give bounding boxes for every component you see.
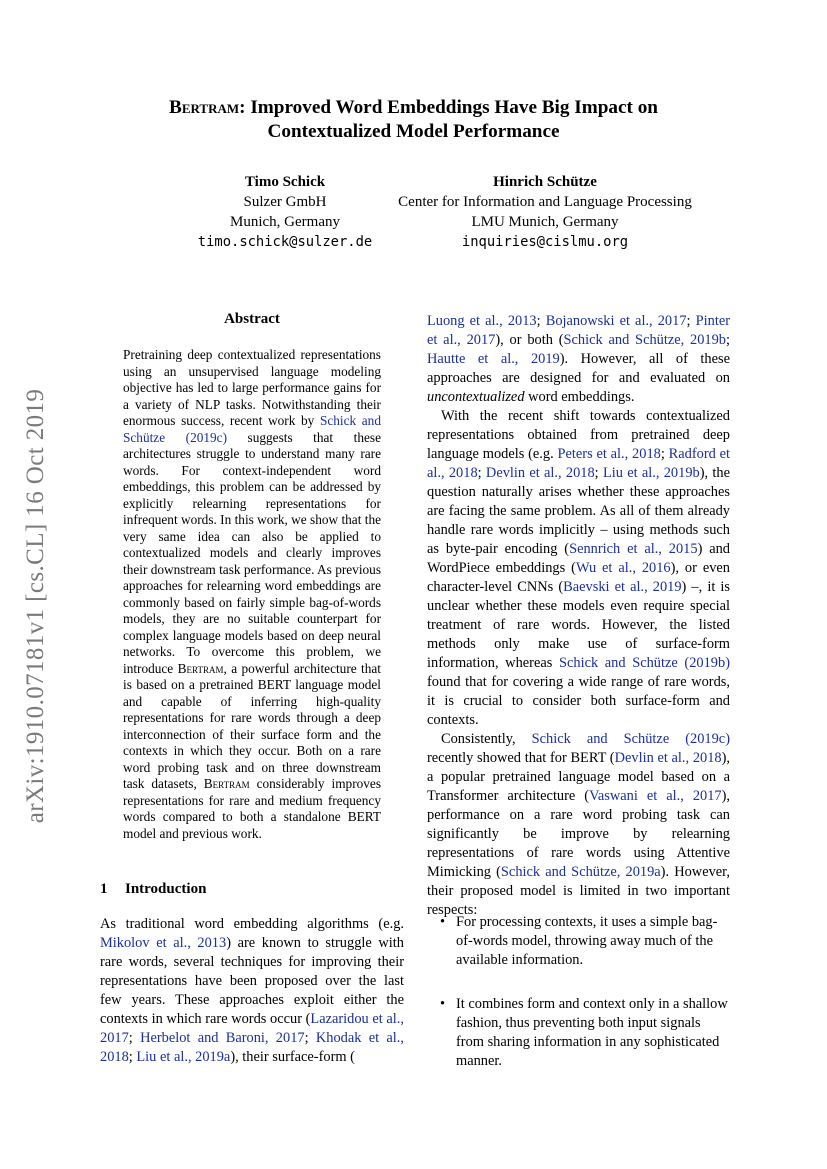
citation-link[interactable]: Peters et al., 2018 — [557, 446, 661, 462]
citation-link[interactable]: Bojanowski et al., 2017 — [545, 313, 687, 329]
title-model-name: Bertram — [169, 97, 240, 118]
citation-link[interactable]: Radford et al., 2018 — [427, 446, 731, 481]
citation-link[interactable]: Luong et al., 2013 — [427, 313, 537, 329]
citation-link[interactable]: Hautte et al., 2019 — [427, 351, 560, 367]
list-item: • It combines form and context only in a shallow fashion, thus preventing both input signals from sharing information in any sophisticated manner. — [440, 996, 728, 1069]
model-name: Bertram — [203, 776, 250, 791]
list-item: • For processing contexts, it uses a simple bag-of-words model, throwing away much of the available information. — [440, 914, 718, 968]
citation-link[interactable]: Khodak et al., 2018 — [100, 1030, 404, 1065]
citation-link[interactable]: Schick and Schütze (2019c) — [531, 731, 730, 747]
paper-title — [100, 96, 727, 144]
citation-link[interactable]: Liu et al., 2019b — [602, 465, 700, 481]
citation-link[interactable]: Schick and Schütze, 2019b — [563, 332, 726, 348]
citation-link[interactable]: Liu et al., 2019a — [136, 1049, 231, 1065]
author-name: Timo Schick — [244, 174, 326, 190]
intro-paragraph-1-part-2: Luong et al., 2013; Bojanowski et al., 2017; Pinter et al., 2017), or both (Schick and Schütze, 2019b; Hautte et al., 2019). However, all of these approaches are designed for and evaluated on uncontextualized word embeddings. — [427, 313, 730, 405]
author-email[interactable]: inquiries@cislmu.org — [461, 234, 629, 250]
abstract-text: Pretraining deep contextualized representations using an unsupervised language modeling objective has led to large performance gains for a variety of NLP tasks. Notwithstanding their enormous success, recent work by Schick and Schütze (2019c) suggests that these architectures struggle to understand many rare words. For context-independent word embeddings, this problem can be addressed by explicitly relearning representations for infrequent words. In this work, we show that the very same idea can also be applied to contextualized models and clearly improves their downstream task performance. As previous approaches for relearning word embeddings are commonly based on fairly simple bag-of-words models, they are no suitable counterpart for complex language models based on deep neural networks. To overcome this problem, we introduce Bertram, a powerful architecture that is based on a pretrained BERT language model and capable of inferring high-quality representations for rare words through a deep interconnection of their surface form and the contexts in which they occur. Both on a rare word probing task and on three downstream task datasets, Bertram considerably improves representations for rare and medium frequency words compared to both a standalone BERT model and previous work. — [123, 347, 381, 841]
author-block-2 — [380, 172, 710, 252]
section-heading-introduction — [100, 881, 206, 898]
author-block-1 — [160, 172, 410, 252]
citation-link[interactable]: Schick and Schütze (2019c) — [123, 413, 381, 445]
limitations-list — [427, 913, 730, 1096]
author-location: Munich, Germany — [230, 214, 340, 230]
intro-paragraph-3: Consistently, Schick and Schütze (2019c) recently showed that for BERT (Devlin et al., 2018), a popular pretrained language model based on a Transformer architecture (Vaswani et al., 2017), performance on a rare word probing task can significantly be improve by relearning representations of rare words using Attentive Mimicking (Schick and Schütze, 2019a). However, their proposed model is limited in two important respects: — [427, 731, 730, 918]
citation-link[interactable]: Mikolov et al., 2013 — [100, 935, 227, 951]
citation-link[interactable]: Schick and Schütze, 2019a — [500, 864, 661, 880]
section-title: Introduction — [125, 881, 207, 897]
citation-link[interactable]: Wu et al., 2016 — [575, 560, 671, 576]
title-line-2: Contextualized Model Performance — [267, 121, 560, 142]
citation-link[interactable]: Devlin et al., 2018 — [485, 465, 595, 481]
author-affiliation: Center for Information and Language Processing — [398, 194, 692, 210]
section-number: 1 — [100, 881, 108, 897]
abstract-heading: Abstract — [224, 311, 280, 327]
bullet-icon: • — [440, 914, 446, 930]
title-line-1: : Improved Word Embeddings Have Big Impact on — [239, 97, 658, 118]
author-location: LMU Munich, Germany — [471, 214, 619, 230]
citation-link[interactable]: Lazaridou et al., 2017 — [100, 1011, 404, 1046]
author-name: Hinrich Schütze — [493, 174, 597, 190]
author-affiliation: Sulzer GmbH — [243, 194, 327, 210]
right-column-text — [427, 312, 730, 920]
citation-link[interactable]: Vaswani et al., 2017 — [589, 788, 722, 804]
arxiv-identifier-stamp: arXiv:1910.07181v1 [cs.CL] 16 Oct 2019 — [22, 388, 49, 824]
author-email[interactable]: timo.schick@sulzer.de — [197, 234, 373, 250]
citation-link[interactable]: Schick and Schütze (2019b) — [558, 655, 730, 671]
citation-link[interactable]: Baevski et al., 2019 — [563, 579, 682, 595]
intro-paragraph-2: With the recent shift towards contextualized representations obtained from pretrained deep language models (e.g. Peters et al., 2018; Radford et al., 2018; Devlin et al., 2018; Liu et al., 2019b), the question naturally arises whether these approaches are facing the same problem. As all of them already handle rare words implicitly – using methods such as byte-pair encoding (Sennrich et al., 2015) and WordPiece embeddings (Wu et al., 2016), or even character-level CNNs (Baevski et al., 2019) –, it is unclear whether these models even require special treatment of rare words. However, the listed methods only make use of surface-form information, whereas Schick and Schütze (2019b) found that for covering a wide range of rare words, it is crucial to consider both surface-form and contexts. — [427, 408, 731, 728]
citation-link[interactable]: Pinter et al., 2017 — [427, 313, 730, 348]
citation-link[interactable]: Devlin et al., 2018 — [614, 750, 722, 766]
citation-link[interactable]: Sennrich et al., 2015 — [569, 541, 698, 557]
citation-link[interactable]: Herbelot and Baroni, 2017 — [140, 1030, 305, 1046]
bullet-icon: • — [440, 996, 446, 1012]
intro-paragraph-1-part-1: As traditional word embedding algorithms (e.g. Mikolov et al., 2013) are known to struggle with rare words, several techniques for improving their representations have been proposed over the last few years. These approaches exploit either the contexts in which rare words occur (Lazaridou et al., 2017; Herbelot and Baroni, 2017; Khodak et al., 2018; Liu et al., 2019a), their surface-form ( — [100, 916, 404, 1065]
model-name: Bertram — [177, 660, 224, 676]
